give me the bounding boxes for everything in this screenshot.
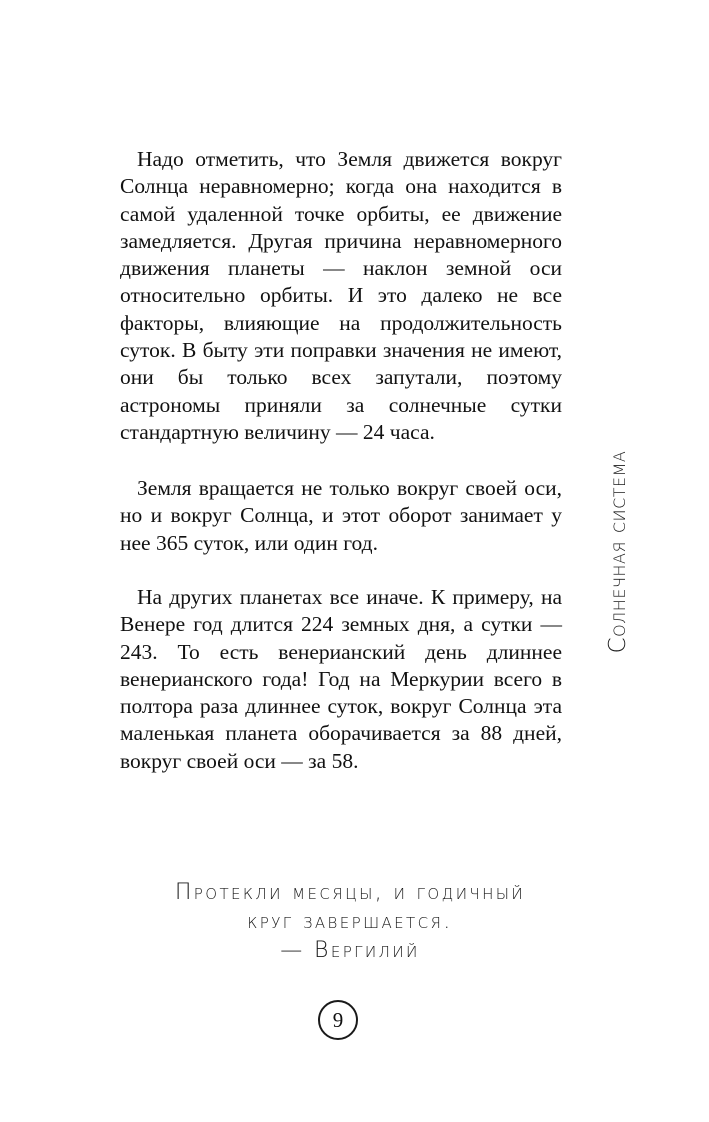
body-paragraph-3: На других планетах все иначе. К примеру, на Венере год длится 224 земных дня, а сутки — 243. То есть венерианский день длиннее венерианского года! Год на Меркурии всего в полтора раза длиннее суток, вокруг Солнца эта маленькая планета оборачивается за 88 дней, вокруг своей оси — за 58. [120,585,562,773]
running-head-section-title: Солнечная система [605,450,631,654]
body-paragraph-1: Надо отметить, что Земля движется вокруг Солнца неравномерно; когда она находится в самой удаленной точке орбиты, ее движение замедляется. Другая причина неравномерного движения планеты — наклон земной оси относительно орбиты. И это далеко не все факторы, влияющие на продолжительность суток. В быту эти поправки значения не имеют, они бы только всех запутали, поэтому астрономы приняли за солнечные сутки стандартную величину — 24 часа. [120,147,562,444]
epigraph-line-1: Протекли месяцы, и годичный [174,880,526,905]
page-number [318,1000,358,1040]
body-paragraph-2: Земля вращается не только вокруг своей оси, но и вокруг Солнца, и этот оборот занимает у нее 365 суток, или один год. [120,476,562,555]
epigraph-quote [80,878,620,965]
epigraph-line-2: круг завершается. [247,909,453,934]
page-number-value: 9 [332,1007,344,1032]
epigraph-attribution: — Вергилий [280,938,420,963]
